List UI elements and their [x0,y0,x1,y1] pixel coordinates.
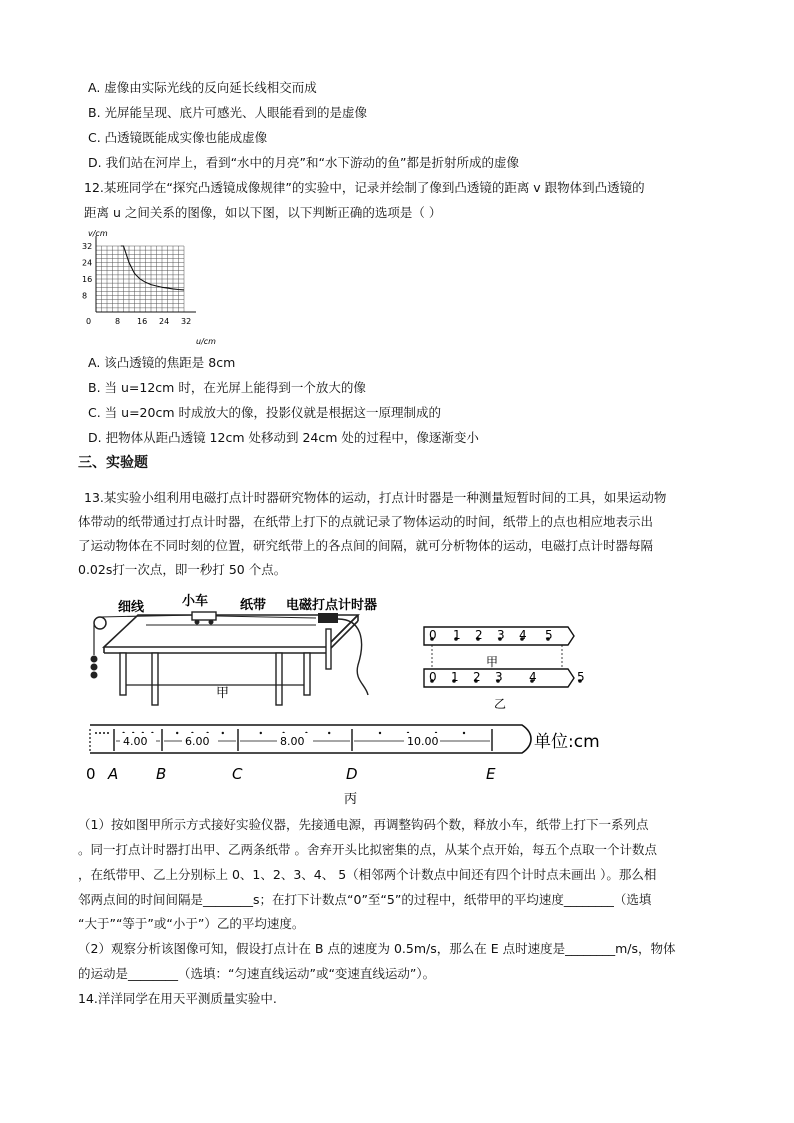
tape-dot [103,732,105,734]
q11-option-d: D. 我们站在河岸上，看到“水中的月亮”和“水下游动的鱼”都是折射所成的虚像 [88,155,519,170]
point-label: 0 [86,765,96,783]
tape-dot [99,732,101,734]
q13-intro-line-3: 了运动物体在不同时刻的位置，研究纸带上的各点间的间隔，就可分析物体的运动，电磁打点计时器每隔 [78,538,654,553]
q13-part1-line-3: ，在纸带甲、乙上分别标上 0、1、2、3、4、 5（相邻两个计数点中间还有四个计时点未画出 ）。那么相 [78,867,657,882]
unit-label: 单位:cm [534,732,600,752]
section-heading: 三、实验题 [78,455,148,471]
q13-intro-line-1: 13.某实验小组利用电磁打点计时器研究物体的运动，打点计时器是一种测量短暂时间的工具，如果运动物 [84,490,667,505]
q12-stem-line-2: 距离 u 之间关系的图像，如以下图，以下判断正确的选项是（ ） [84,205,442,220]
tape-jia [424,627,574,669]
tape-dot [463,732,465,734]
experiment-figure [86,585,626,810]
hook-weights [91,656,98,679]
count-number: 0 [429,628,437,642]
q12-option-d: D. 把物体从距凸透镜 12cm 处移动到 24cm 处的过程中，像逐渐变小 [88,430,479,445]
y-tick-label: 16 [82,275,93,284]
label-tape: 纸带 [240,598,267,613]
q13-intro-line-4: 0.02s打一次点，即一秒打 50 个点。 [78,562,287,577]
count-number: 4 [519,628,527,642]
count-number: 5 [577,670,585,684]
count-number: 4 [529,670,537,684]
tape-dot [107,732,109,734]
x-axis-label: u/cm [196,337,216,346]
segment-length: 10.00 [407,735,439,748]
q13-part2-line-1: （2）观察分析该图像可知，假设打点计在 B 点的速度为 0.5m/s，那么在 E 点时速度是________m/s，物体 [78,941,676,956]
count-number: 3 [495,670,503,684]
tape-dot [222,732,224,734]
point-label: E [486,765,496,783]
x-tick-label: 8 [115,317,121,326]
q11-option-b: B. 光屏能呈现、底片可感光、人眼能看到的是虚像 [88,105,368,120]
q13-part1-line-1: （1）按如图甲所示方式接好实验仪器，先接通电源，再调整钩码个数，释放小车，纸带上打下一系列点 [78,817,649,832]
x-tick-label: 0 [86,317,92,326]
count-number: 1 [451,670,459,684]
label-bing: 丙 [344,792,358,807]
x-tick-label: 32 [181,317,192,326]
x-tick-label: 24 [159,317,170,326]
y-tick-label: 8 [82,291,88,301]
q14-stem: 14.洋洋同学在用天平测质量实验中. [78,991,277,1006]
segment-length: 8.00 [280,735,305,748]
q12-option-c: C. 当 u=20cm 时成放大的像，投影仪就是根据这一原理制成的 [88,405,441,420]
point-label: C [232,765,243,783]
tape-dot [260,732,262,734]
count-number: 2 [475,628,483,642]
tape-dot [95,732,97,734]
point-label: D [346,765,358,783]
q13-part1-line-2: 。同一打点计时器打出甲、乙两条纸带 。舍弃开头比拟密集的点，从某个点开始，每五个点取一个计数点 [78,842,657,857]
cart [192,612,216,620]
point-label: B [156,765,167,783]
y-tick-label: 24 [82,258,93,268]
tape-yi [424,669,585,687]
ticker-timer [318,613,338,623]
tape-bing [86,725,531,783]
segment-length: 4.00 [123,735,148,748]
count-number: 5 [545,628,553,642]
q13-part1-line-4: 邻两点间的时间间隔是________s；在打下计数点“0”至“5”的过程中，纸带甲的平均速度________（选填 [78,892,652,907]
q13-part1-line-5: “大于”“等于”或“小于”）乙的平均速度。 [78,916,305,931]
q13-part2-line-2: 的运动是________（选填：“匀速直线运动”或“变速直线运动”）。 [78,966,436,981]
tape-dot [328,732,330,734]
label-jia-tape: 甲 [486,655,499,669]
label-timer: 电磁打点计时器 [286,598,378,613]
q11-option-c: C. 凸透镜既能成实像也能成虚像 [88,130,268,145]
pulley [94,617,106,629]
label-cart: 小车 [182,594,209,609]
tape-dot [176,732,178,734]
q12-option-a: A. 该凸透镜的焦距是 8cm [88,355,236,370]
vu-graph [72,228,232,350]
count-number: 1 [453,628,461,642]
label-yi-tape: 乙 [494,697,507,711]
y-axis-label: v/cm [88,229,108,238]
q12-stem-line-1: 12.某班同学在“探究凸透镜成像规律”的实验中，记录并绘制了像到凸透镜的距离 v 跟物体到凸透镜的 [84,180,645,195]
y-tick-label: 32 [82,242,93,251]
count-number: 3 [497,628,505,642]
q11-option-a: A. 虚像由实际光线的反向延长线相交而成 [88,80,317,95]
x-tick-label: 16 [137,317,148,326]
count-number: 0 [429,670,437,684]
segment-length: 6.00 [185,735,210,748]
count-number: 2 [473,670,481,684]
label-string: 细线 [118,600,145,615]
point-label: A [108,765,119,783]
q13-intro-line-2: 体带动的纸带通过打点计时器，在纸带上打下的点就记录了物体运动的时间，纸带上的点也相应地表示出 [78,514,654,529]
label-jia-apparatus: 甲 [216,686,230,701]
q12-option-b: B. 当 u=12cm 时，在光屏上能得到一个放大的像 [88,380,366,395]
tape-dot [379,732,381,734]
